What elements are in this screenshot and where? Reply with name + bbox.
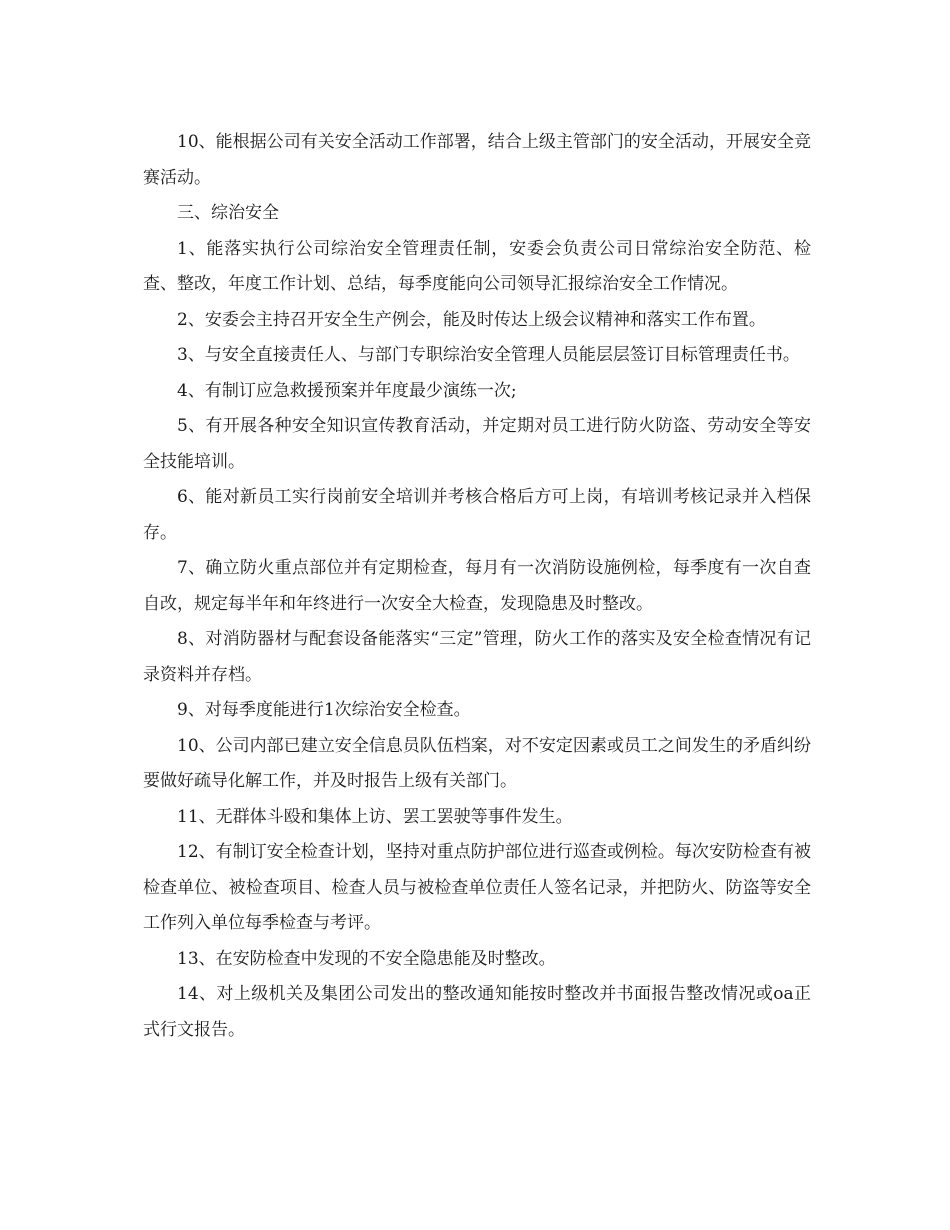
paragraph-item-7: 7、确立防火重点部位并有定期检查，每月有一次消防设施例检，每季度有一次自查自改，规定每半年和年终进行一次安全大检查，发现隐患及时整改。 xyxy=(143,558,811,614)
paragraph-item-10: 10、公司内部已建立安全信息员队伍档案，对不安定因素或员工之间发生的矛盾纠纷要做好疏导化解工作，并及时报告上级有关部门。 xyxy=(143,735,811,791)
paragraph-item-4: 4、有制订应急救援预案并年度最少演练一次; xyxy=(177,380,517,401)
paragraph-item-13: 13、在安防检查中发现的不安全隐患能及时整改。 xyxy=(177,948,556,969)
paragraph-item-14: 14、对上级机关及集团公司发出的整改通知能按时整改并书面报告整改情况或oa正式行文报告。 xyxy=(143,984,811,1040)
paragraph-item-9: 9、对每季度能进行1次综治安全检查。 xyxy=(177,700,471,720)
paragraph-item-12: 12、有制订安全检查计划，坚持对重点防护部位进行巡查或例检。每次安防检查有被检查单位、被检查项目、检查人员与被检查单位责任人签名记录，并把防火、防盗等安全工作列入单位每季检查与考评。 xyxy=(143,842,811,933)
paragraph-item-1: 1、能落实执行公司综治安全管理责任制，安委会负责公司日常综治安全防范、检查、整改，年度工作计划、总结，每季度能向公司领导汇报综治安全工作情况。 xyxy=(143,238,811,294)
document-body xyxy=(143,125,811,1048)
paragraph-item-3: 3、与安全直接责任人、与部门专职综治安全管理人员能层层签订目标管理责任书。 xyxy=(177,345,800,365)
paragraph-item-8: 8、对消防器材与配套设备能落实“三定”管理，防火工作的落实及安全检查情况有记录资料并存档。 xyxy=(143,629,811,685)
paragraph-item-11: 11、无群体斗殴和集体上访、罢工罢驶等事件发生。 xyxy=(177,806,573,827)
paragraph-item-2: 2、安委会主持召开安全生产例会，能及时传达上级会议精神和落实工作布置。 xyxy=(177,309,766,330)
section-heading-comprehensive-safety: 三、综治安全 xyxy=(177,203,279,223)
paragraph-item-6: 6、能对新员工实行岗前安全培训并考核合格后方可上岗，有培训考核记录并入档保存。 xyxy=(143,487,811,543)
paragraph-item-10-activities: 10、能根据公司有关安全活动工作部署，结合上级主管部门的安全活动，开展安全竞赛活动。 xyxy=(143,132,811,188)
paragraph-item-5: 5、有开展各种安全知识宣传教育活动，并定期对员工进行防火防盗、劳动安全等安全技能培训。 xyxy=(143,416,811,472)
